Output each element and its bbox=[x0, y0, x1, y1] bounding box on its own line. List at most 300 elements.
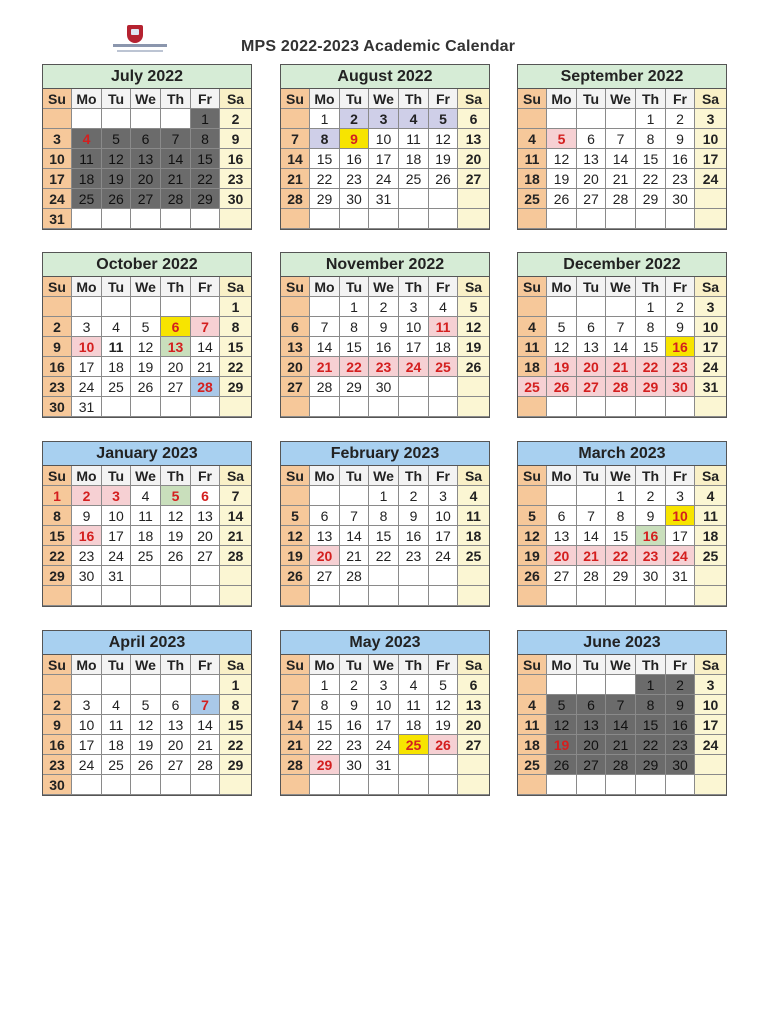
day-cell: 2 bbox=[369, 297, 399, 317]
day-cell: 30 bbox=[43, 775, 72, 795]
day-cell: 6 bbox=[191, 486, 220, 506]
empty-cell bbox=[310, 397, 340, 417]
day-cell: 8 bbox=[369, 506, 399, 526]
day-cell: 15 bbox=[606, 526, 636, 546]
day-cell: 17 bbox=[102, 526, 131, 546]
day-cell: 12 bbox=[547, 149, 577, 169]
day-cell: 10 bbox=[399, 317, 429, 337]
day-cell: 6 bbox=[161, 317, 191, 337]
day-cell: 12 bbox=[458, 317, 489, 337]
weekday-header: Th bbox=[399, 655, 429, 675]
day-cell: 29 bbox=[340, 377, 369, 397]
empty-cell bbox=[369, 209, 399, 229]
day-cell: 21 bbox=[606, 169, 636, 189]
empty-cell bbox=[191, 209, 220, 229]
weekday-header: Th bbox=[161, 466, 191, 486]
day-cell: 27 bbox=[547, 566, 577, 586]
weekday-header: We bbox=[131, 655, 161, 675]
day-cell: 2 bbox=[636, 486, 666, 506]
day-cell: 30 bbox=[43, 397, 72, 417]
day-cell: 27 bbox=[577, 755, 606, 775]
day-cell: 19 bbox=[161, 526, 191, 546]
day-cell: 30 bbox=[636, 566, 666, 586]
day-cell: 22 bbox=[369, 546, 399, 566]
day-cell: 9 bbox=[340, 129, 369, 149]
day-cell: 17 bbox=[369, 715, 399, 735]
day-cell: 11 bbox=[102, 337, 131, 357]
day-cell: 4 bbox=[72, 129, 102, 149]
empty-cell bbox=[369, 775, 399, 795]
day-cell: 13 bbox=[458, 695, 489, 715]
day-cell: 13 bbox=[547, 526, 577, 546]
weekday-header: Mo bbox=[547, 89, 577, 109]
day-cell: 3 bbox=[369, 109, 399, 129]
empty-cell bbox=[43, 675, 72, 695]
day-cell: 6 bbox=[547, 506, 577, 526]
empty-cell bbox=[220, 566, 251, 586]
empty-cell bbox=[161, 297, 191, 317]
day-cell: 27 bbox=[161, 377, 191, 397]
month-title: September 2022 bbox=[518, 65, 726, 89]
day-cell: 29 bbox=[191, 189, 220, 209]
day-cell: 6 bbox=[458, 675, 489, 695]
day-cell: 8 bbox=[310, 695, 340, 715]
empty-cell bbox=[102, 109, 131, 129]
day-cell: 6 bbox=[310, 506, 340, 526]
month-calendar bbox=[280, 64, 490, 230]
empty-cell bbox=[606, 297, 636, 317]
weekday-header: Fr bbox=[666, 655, 695, 675]
empty-cell bbox=[399, 566, 429, 586]
day-cell: 7 bbox=[281, 129, 310, 149]
day-cell: 14 bbox=[606, 715, 636, 735]
empty-cell bbox=[281, 209, 310, 229]
day-cell: 29 bbox=[636, 189, 666, 209]
day-cell: 30 bbox=[666, 377, 695, 397]
day-cell: 12 bbox=[547, 337, 577, 357]
day-cell: 13 bbox=[191, 506, 220, 526]
day-cell: 16 bbox=[340, 149, 369, 169]
day-cell: 1 bbox=[220, 675, 251, 695]
day-cell: 13 bbox=[310, 526, 340, 546]
day-cell: 17 bbox=[695, 149, 726, 169]
weekday-header: Th bbox=[399, 277, 429, 297]
day-cell: 22 bbox=[310, 169, 340, 189]
day-cell: 19 bbox=[547, 357, 577, 377]
day-cell: 31 bbox=[72, 397, 102, 417]
day-cell: 25 bbox=[458, 546, 489, 566]
day-cell: 7 bbox=[606, 695, 636, 715]
day-cell: 8 bbox=[636, 129, 666, 149]
day-cell: 5 bbox=[547, 317, 577, 337]
weekday-header: Fr bbox=[429, 466, 458, 486]
day-cell: 11 bbox=[518, 337, 547, 357]
day-cell: 26 bbox=[131, 377, 161, 397]
day-cell: 31 bbox=[369, 755, 399, 775]
day-cell: 23 bbox=[666, 735, 695, 755]
day-cell: 27 bbox=[310, 566, 340, 586]
empty-cell bbox=[220, 209, 251, 229]
day-cell: 2 bbox=[666, 109, 695, 129]
day-cell: 29 bbox=[606, 566, 636, 586]
day-cell: 11 bbox=[72, 149, 102, 169]
weekday-header: Mo bbox=[547, 466, 577, 486]
empty-cell bbox=[695, 755, 726, 775]
day-cell: 12 bbox=[429, 129, 458, 149]
day-cell: 14 bbox=[191, 715, 220, 735]
day-cell: 27 bbox=[577, 377, 606, 397]
day-cell: 27 bbox=[281, 377, 310, 397]
day-cell: 17 bbox=[666, 526, 695, 546]
day-cell: 11 bbox=[399, 129, 429, 149]
weekday-header: Su bbox=[281, 277, 310, 297]
day-cell: 28 bbox=[577, 566, 606, 586]
day-cell: 8 bbox=[606, 506, 636, 526]
empty-cell bbox=[399, 586, 429, 606]
day-cell: 6 bbox=[577, 317, 606, 337]
empty-cell bbox=[695, 209, 726, 229]
day-cell: 14 bbox=[606, 149, 636, 169]
empty-cell bbox=[429, 775, 458, 795]
day-cell: 18 bbox=[399, 715, 429, 735]
day-cell: 23 bbox=[666, 357, 695, 377]
empty-cell bbox=[429, 566, 458, 586]
empty-cell bbox=[102, 209, 131, 229]
empty-cell bbox=[191, 775, 220, 795]
weekday-header: We bbox=[369, 89, 399, 109]
day-cell: 22 bbox=[220, 357, 251, 377]
weekday-header: We bbox=[606, 89, 636, 109]
weekday-header: Fr bbox=[191, 277, 220, 297]
day-cell: 4 bbox=[102, 695, 131, 715]
weekday-header: Sa bbox=[458, 89, 489, 109]
empty-cell bbox=[458, 209, 489, 229]
day-cell: 9 bbox=[666, 129, 695, 149]
month-calendar bbox=[280, 252, 490, 418]
day-cell: 23 bbox=[43, 755, 72, 775]
empty-cell bbox=[191, 586, 220, 606]
day-cell: 17 bbox=[72, 735, 102, 755]
day-cell: 20 bbox=[577, 357, 606, 377]
weekday-header: We bbox=[369, 655, 399, 675]
day-cell: 14 bbox=[161, 149, 191, 169]
day-cell: 17 bbox=[72, 357, 102, 377]
day-cell: 27 bbox=[161, 755, 191, 775]
weekday-header: Fr bbox=[429, 89, 458, 109]
day-cell: 8 bbox=[43, 506, 72, 526]
day-cell: 22 bbox=[636, 169, 666, 189]
day-cell: 28 bbox=[191, 377, 220, 397]
weekday-header: Tu bbox=[102, 277, 131, 297]
day-cell: 21 bbox=[577, 546, 606, 566]
shield-icon bbox=[127, 25, 143, 43]
weekday-header: Tu bbox=[577, 89, 606, 109]
day-cell: 12 bbox=[102, 149, 131, 169]
day-cell: 9 bbox=[340, 695, 369, 715]
day-cell: 14 bbox=[220, 506, 251, 526]
month-title: August 2022 bbox=[281, 65, 489, 89]
weekday-header: Sa bbox=[458, 466, 489, 486]
day-cell: 2 bbox=[220, 109, 251, 129]
day-cell: 5 bbox=[161, 486, 191, 506]
day-cell: 12 bbox=[547, 715, 577, 735]
empty-cell bbox=[458, 397, 489, 417]
empty-cell bbox=[399, 397, 429, 417]
empty-cell bbox=[577, 209, 606, 229]
day-cell: 9 bbox=[666, 695, 695, 715]
empty-cell bbox=[340, 486, 369, 506]
day-cell: 4 bbox=[458, 486, 489, 506]
day-cell: 21 bbox=[340, 546, 369, 566]
empty-cell bbox=[369, 397, 399, 417]
empty-cell bbox=[131, 566, 161, 586]
day-cell: 18 bbox=[429, 337, 458, 357]
day-cell: 16 bbox=[43, 357, 72, 377]
weekday-header: Th bbox=[161, 277, 191, 297]
day-cell: 31 bbox=[102, 566, 131, 586]
empty-cell bbox=[340, 586, 369, 606]
empty-cell bbox=[518, 486, 547, 506]
day-cell: 24 bbox=[72, 377, 102, 397]
day-cell: 5 bbox=[281, 506, 310, 526]
empty-cell bbox=[161, 209, 191, 229]
weekday-header: Sa bbox=[458, 655, 489, 675]
day-cell: 21 bbox=[606, 357, 636, 377]
day-cell: 15 bbox=[220, 337, 251, 357]
day-cell: 3 bbox=[695, 109, 726, 129]
weekday-header: Tu bbox=[102, 655, 131, 675]
day-cell: 22 bbox=[43, 546, 72, 566]
day-cell: 2 bbox=[43, 317, 72, 337]
empty-cell bbox=[547, 297, 577, 317]
month-grid bbox=[43, 89, 251, 229]
empty-cell bbox=[636, 775, 666, 795]
day-cell: 26 bbox=[281, 566, 310, 586]
day-cell: 4 bbox=[429, 297, 458, 317]
day-cell: 11 bbox=[102, 715, 131, 735]
day-cell: 28 bbox=[281, 755, 310, 775]
empty-cell bbox=[518, 586, 547, 606]
day-cell: 21 bbox=[161, 169, 191, 189]
month-calendar bbox=[517, 441, 727, 607]
empty-cell bbox=[72, 297, 102, 317]
day-cell: 27 bbox=[131, 189, 161, 209]
day-cell: 25 bbox=[102, 377, 131, 397]
empty-cell bbox=[399, 189, 429, 209]
day-cell: 10 bbox=[43, 149, 72, 169]
empty-cell bbox=[399, 755, 429, 775]
day-cell: 9 bbox=[636, 506, 666, 526]
day-cell: 19 bbox=[429, 715, 458, 735]
day-cell: 29 bbox=[636, 377, 666, 397]
month-grid bbox=[518, 89, 726, 229]
day-cell: 4 bbox=[518, 695, 547, 715]
empty-cell bbox=[72, 675, 102, 695]
day-cell: 10 bbox=[695, 317, 726, 337]
empty-cell bbox=[191, 397, 220, 417]
day-cell: 1 bbox=[636, 297, 666, 317]
empty-cell bbox=[161, 775, 191, 795]
day-cell: 5 bbox=[131, 317, 161, 337]
day-cell: 6 bbox=[458, 109, 489, 129]
day-cell: 30 bbox=[340, 189, 369, 209]
day-cell: 29 bbox=[310, 189, 340, 209]
day-cell: 10 bbox=[666, 506, 695, 526]
empty-cell bbox=[102, 586, 131, 606]
day-cell: 3 bbox=[429, 486, 458, 506]
day-cell: 30 bbox=[666, 189, 695, 209]
month-title: December 2022 bbox=[518, 253, 726, 277]
day-cell: 21 bbox=[281, 169, 310, 189]
empty-cell bbox=[577, 675, 606, 695]
empty-cell bbox=[577, 397, 606, 417]
weekday-header: Sa bbox=[695, 277, 726, 297]
day-cell: 3 bbox=[72, 317, 102, 337]
day-cell: 1 bbox=[220, 297, 251, 317]
day-cell: 2 bbox=[666, 675, 695, 695]
day-cell: 19 bbox=[131, 357, 161, 377]
day-cell: 9 bbox=[220, 129, 251, 149]
month-calendar bbox=[280, 630, 490, 796]
day-cell: 7 bbox=[161, 129, 191, 149]
day-cell: 7 bbox=[281, 695, 310, 715]
empty-cell bbox=[161, 675, 191, 695]
day-cell: 2 bbox=[340, 109, 369, 129]
day-cell: 3 bbox=[102, 486, 131, 506]
weekday-header: Fr bbox=[191, 466, 220, 486]
empty-cell bbox=[281, 675, 310, 695]
empty-cell bbox=[606, 209, 636, 229]
day-cell: 7 bbox=[340, 506, 369, 526]
weekday-header: Th bbox=[399, 89, 429, 109]
empty-cell bbox=[666, 209, 695, 229]
weekday-header: Tu bbox=[577, 655, 606, 675]
day-cell: 23 bbox=[220, 169, 251, 189]
empty-cell bbox=[518, 297, 547, 317]
weekday-header: Fr bbox=[429, 655, 458, 675]
day-cell: 8 bbox=[191, 129, 220, 149]
day-cell: 22 bbox=[220, 735, 251, 755]
day-cell: 24 bbox=[102, 546, 131, 566]
day-cell: 13 bbox=[161, 715, 191, 735]
weekday-header: Th bbox=[161, 655, 191, 675]
day-cell: 22 bbox=[310, 735, 340, 755]
day-cell: 17 bbox=[695, 337, 726, 357]
day-cell: 1 bbox=[310, 675, 340, 695]
empty-cell bbox=[220, 586, 251, 606]
day-cell: 20 bbox=[161, 735, 191, 755]
empty-cell bbox=[310, 775, 340, 795]
day-cell: 5 bbox=[458, 297, 489, 317]
day-cell: 2 bbox=[666, 297, 695, 317]
day-cell: 27 bbox=[577, 189, 606, 209]
empty-cell bbox=[191, 297, 220, 317]
month-title: February 2023 bbox=[281, 442, 489, 466]
empty-cell bbox=[606, 109, 636, 129]
month-title: October 2022 bbox=[43, 253, 251, 277]
empty-cell bbox=[547, 586, 577, 606]
day-cell: 3 bbox=[72, 695, 102, 715]
empty-cell bbox=[518, 209, 547, 229]
month-grid bbox=[281, 277, 489, 417]
day-cell: 9 bbox=[369, 317, 399, 337]
day-cell: 15 bbox=[340, 337, 369, 357]
day-cell: 10 bbox=[695, 695, 726, 715]
empty-cell bbox=[547, 486, 577, 506]
day-cell: 19 bbox=[281, 546, 310, 566]
day-cell: 20 bbox=[458, 149, 489, 169]
empty-cell bbox=[458, 189, 489, 209]
day-cell: 17 bbox=[43, 169, 72, 189]
day-cell: 31 bbox=[695, 377, 726, 397]
month-calendar bbox=[42, 441, 252, 607]
weekday-header: Sa bbox=[458, 277, 489, 297]
day-cell: 11 bbox=[131, 506, 161, 526]
day-cell: 23 bbox=[399, 546, 429, 566]
day-cell: 6 bbox=[131, 129, 161, 149]
empty-cell bbox=[161, 586, 191, 606]
weekday-header: Tu bbox=[102, 89, 131, 109]
day-cell: 13 bbox=[458, 129, 489, 149]
day-cell: 28 bbox=[191, 755, 220, 775]
weekday-header: Sa bbox=[695, 466, 726, 486]
empty-cell bbox=[577, 297, 606, 317]
day-cell: 9 bbox=[43, 337, 72, 357]
day-cell: 21 bbox=[606, 735, 636, 755]
day-cell: 4 bbox=[695, 486, 726, 506]
day-cell: 29 bbox=[220, 755, 251, 775]
day-cell: 8 bbox=[310, 129, 340, 149]
weekday-header: Tu bbox=[577, 277, 606, 297]
weekday-header: We bbox=[369, 277, 399, 297]
month-title: April 2023 bbox=[43, 631, 251, 655]
day-cell: 25 bbox=[518, 755, 547, 775]
weekday-header: Fr bbox=[666, 466, 695, 486]
day-cell: 16 bbox=[636, 526, 666, 546]
empty-cell bbox=[666, 775, 695, 795]
day-cell: 22 bbox=[636, 357, 666, 377]
month-title: May 2023 bbox=[281, 631, 489, 655]
day-cell: 24 bbox=[666, 546, 695, 566]
empty-cell bbox=[72, 209, 102, 229]
day-cell: 23 bbox=[340, 735, 369, 755]
day-cell: 21 bbox=[191, 735, 220, 755]
empty-cell bbox=[429, 755, 458, 775]
day-cell: 26 bbox=[131, 755, 161, 775]
day-cell: 26 bbox=[102, 189, 131, 209]
day-cell: 24 bbox=[695, 357, 726, 377]
day-cell: 26 bbox=[161, 546, 191, 566]
day-cell: 15 bbox=[220, 715, 251, 735]
day-cell: 1 bbox=[191, 109, 220, 129]
month-calendar bbox=[42, 64, 252, 230]
month-grid bbox=[281, 466, 489, 606]
day-cell: 5 bbox=[429, 109, 458, 129]
day-cell: 20 bbox=[547, 546, 577, 566]
day-cell: 1 bbox=[636, 109, 666, 129]
weekday-header: We bbox=[369, 466, 399, 486]
weekday-header: Mo bbox=[72, 277, 102, 297]
weekday-header: Sa bbox=[695, 655, 726, 675]
day-cell: 29 bbox=[220, 377, 251, 397]
day-cell: 10 bbox=[369, 695, 399, 715]
empty-cell bbox=[695, 189, 726, 209]
empty-cell bbox=[369, 566, 399, 586]
day-cell: 17 bbox=[695, 715, 726, 735]
empty-cell bbox=[399, 377, 429, 397]
day-cell: 10 bbox=[429, 506, 458, 526]
day-cell: 17 bbox=[399, 337, 429, 357]
